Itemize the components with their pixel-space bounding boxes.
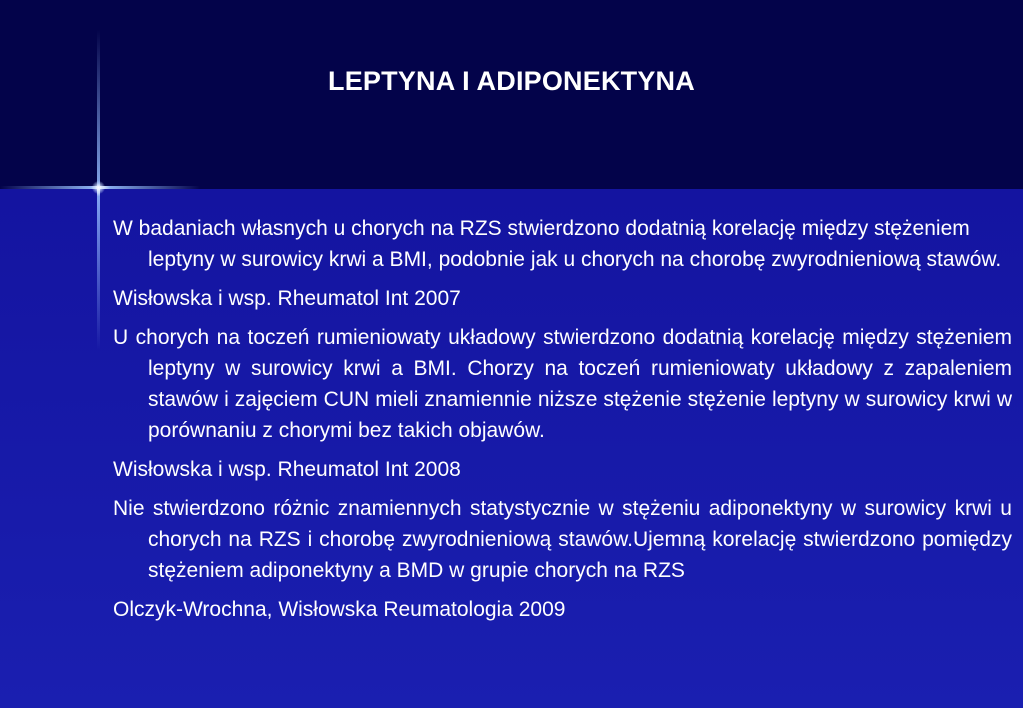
citation-2007: Wisłowska i wsp. Rheumatol Int 2007 bbox=[113, 287, 461, 310]
slide-title: LEPTYNA I ADIPONEKTYNA bbox=[328, 66, 695, 96]
paragraph-lupus-leptin: U chorych na toczeń rumieniowaty układowy stwierdzono dodatnią korelację między stężeniem leptyny w surowicy krwi a BMI. Chorzy na toczeń rumieniowaty układowy z zapaleniem stawów i zajęciem CUN mieli znamiennie niższe stężenie stężenie leptyny w surowicy krwi w porównaniu z chorymi bez takich objawów. bbox=[113, 326, 1012, 442]
citation-2008: Wisłowska i wsp. Rheumatol Int 2008 bbox=[113, 458, 461, 481]
paragraph-rzs-leptin: W badaniach własnych u chorych na RZS stwierdzono dodatnią korelację między stężeniem leptyny w surowicy krwi a BMI, podobnie jak u chorych na chorobę zwyrodnieniową stawów. bbox=[113, 217, 1002, 271]
slide-content bbox=[113, 213, 1012, 633]
citation-2009: Olczyk-Wrochna, Wisłowska Reumatologia 2009 bbox=[113, 598, 566, 621]
paragraph-adiponectin: Nie stwierdzono różnic znamiennych statystycznie w stężeniu adiponektyny w surowicy krwi u chorych na RZS i chorobę zwyrodnieniową stawów.Ujemną korelację stwierdzono pomiędzy stężeniem adiponektyny a BMD w grupie chorych na RZS bbox=[113, 497, 1012, 582]
light-flare-center bbox=[92, 181, 105, 194]
